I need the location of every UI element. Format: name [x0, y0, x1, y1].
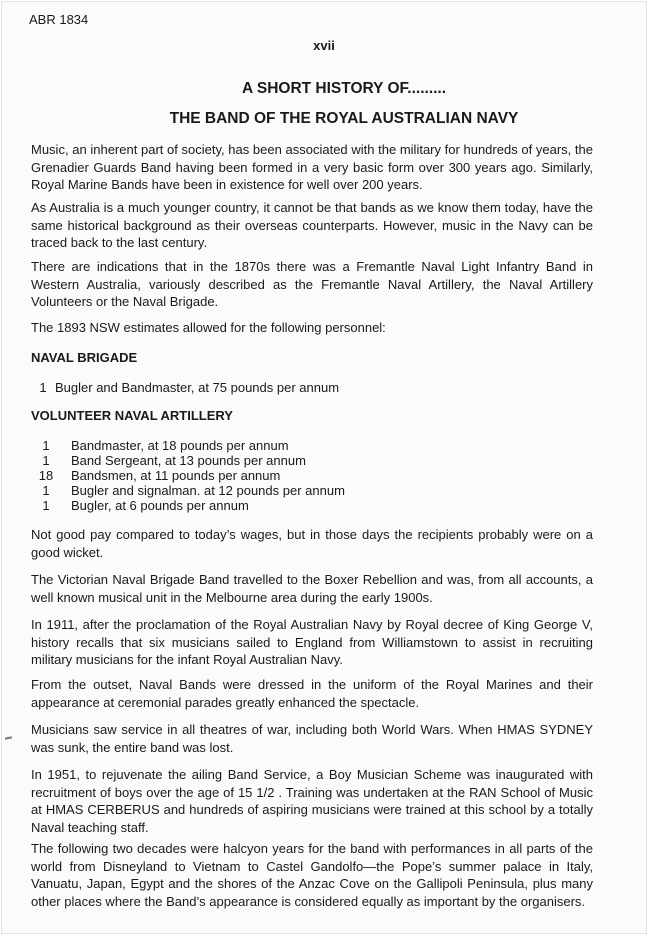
item-count: 1 — [42, 483, 50, 498]
title-line-1: A SHORT HISTORY OF......... — [241, 80, 447, 97]
item-text: Bugler, at 6 pounds per annum — [71, 498, 249, 513]
list-item — [31, 483, 345, 498]
paragraph: In 1911, after the proclamation of the Royal Australian Navy by Royal decree of King George V, history recalls that six musicians sailed to England from Williamstown to assist in recruiting military musicians for the infant Royal Australian Navy. — [31, 617, 593, 667]
item-count: 1 — [42, 453, 50, 468]
paragraph: The 1893 NSW estimates allowed for the following personnel: — [31, 320, 386, 335]
paragraph: Musicians saw service in all theatres of war, including both World Wars. When HMAS SYDNEY was sunk, the entire band was lost. — [31, 722, 593, 755]
item-text: Bandsmen, at 11 pounds per annum — [71, 468, 281, 483]
paragraph: The following two decades were halcyon years for the band with performances in all parts of the world from Disneyland to Vietnam to Castel Gandolfo—the Pope’s summer palace in Italy, Vanuatu, Japan, Egypt and the shores of the Anzac Cove on the Gallipoli Peninsula, plus many other places where the Band’s appearance is considered equally as important by the organisers. — [31, 841, 593, 909]
item-count: 1 — [42, 498, 50, 513]
item-text: Bandmaster, at 18 pounds per annum — [71, 438, 289, 453]
paragraph: In 1951, to rejuvenate the ailing Band Service, a Boy Musician Scheme was inaugurated with recruitment of boys over the age of 15 1/2 . Training was undertaken at the RAN School of Music at HMAS CERBERUS and hundreds of aspiring musicians were trained at this school by a totally Naval teaching staff. — [31, 767, 593, 835]
item-count: 1 — [39, 380, 47, 395]
paragraph: From the outset, Naval Bands were dressed in the uniform of the Royal Marines and their appearance at ceremonial parades greatly enhanced the spectacle. — [31, 677, 593, 710]
item-count: 18 — [38, 468, 54, 483]
item-count: 1 — [42, 438, 50, 453]
section-heading: VOLUNTEER NAVAL ARTILLERY — [31, 408, 233, 423]
section-heading: NAVAL BRIGADE — [31, 350, 138, 365]
item-text: Bugler and signalman. at 12 pounds per annum — [71, 483, 345, 498]
item-text: Band Sergeant, at 13 pounds per annum — [71, 453, 306, 468]
list-item — [31, 498, 345, 513]
paragraph: The Victorian Naval Brigade Band travelled to the Boxer Rebellion and was, from all accounts, a well known musical unit in the Melbourne area during the early 1900s. — [31, 572, 593, 605]
naval-brigade-list — [31, 380, 339, 395]
document-code: ABR 1834 — [29, 12, 89, 27]
paragraph: Music, an inherent part of society, has been associated with the military for hundreds of years, the Grenadier Guards Band having been formed in a very basic form over 300 years ago. Similarly, Royal Marine Bands have been in existence for well over 200 years. — [31, 142, 593, 192]
margin-pen-mark — [5, 736, 12, 739]
paragraph: There are indications that in the 1870s there was a Fremantle Naval Light Infantry Band in Western Australia, variously described as the Fremantle Naval Artillery, the Naval Artillery Volunteers or the Naval Brigade. — [31, 259, 593, 309]
list-item — [31, 468, 345, 483]
page-number: xvii — [313, 38, 335, 53]
title-line-2: THE BAND OF THE ROYAL AUSTRALIAN NAVY — [169, 110, 519, 127]
list-item — [31, 453, 345, 468]
volunteer-naval-artillery-list — [31, 438, 345, 513]
list-item — [31, 438, 345, 453]
paragraph: Not good pay compared to today’s wages, but in those days the recipients probably were on a good wicket. — [31, 527, 593, 560]
document-page — [1, 1, 647, 934]
list-item — [31, 380, 339, 395]
paragraph: As Australia is a much younger country, it cannot be that bands as we know them today, have the same historical background as their overseas counterparts. However, music in the Navy can be traced back to the last century. — [31, 200, 593, 250]
item-text: Bugler and Bandmaster, at 75 pounds per annum — [55, 380, 340, 395]
